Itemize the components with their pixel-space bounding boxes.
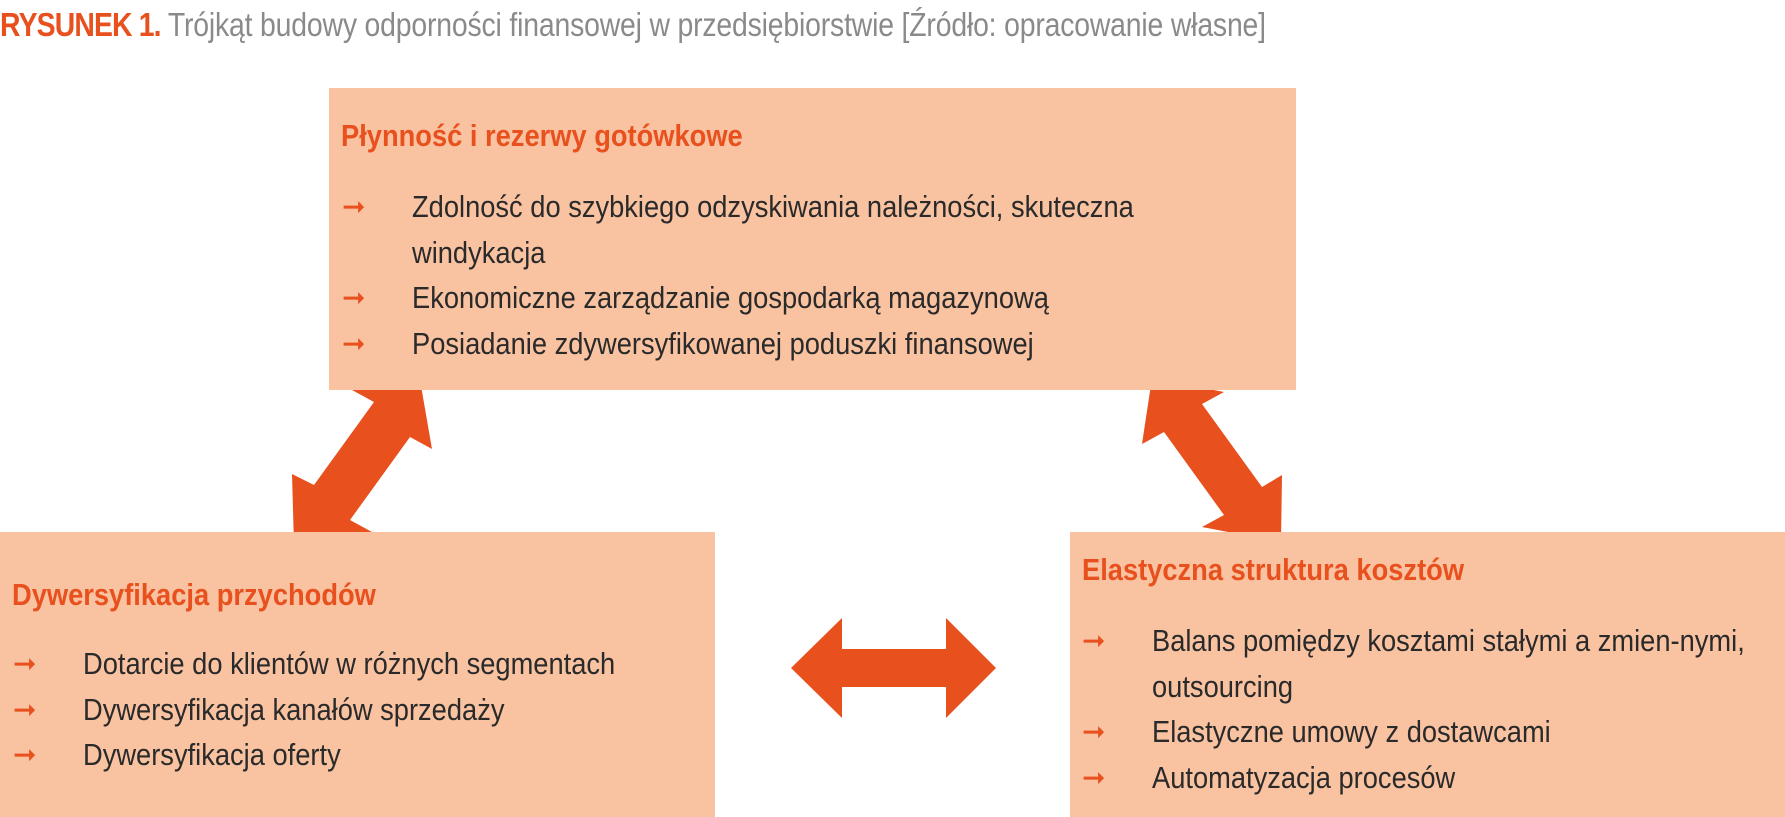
box-revenue-title: Dywersyfikacja przychodów [12,577,376,612]
list-item: ➞ Balans pomiędzy kosztami stałymi a zmien-nymi, outsourcing [1152,618,1752,709]
list-item: ➞ Elastyczne umowy z dostawcami [1152,709,1752,755]
figure-label: RYSUNEK 1. [0,6,161,43]
double-arrow-top-right [1142,378,1282,542]
arrow-bullet-icon: ➞ [1082,625,1106,656]
box-cost-list [1082,618,1752,800]
arrow-bullet-icon: ➞ [13,739,37,770]
arrow-bullet-icon: ➞ [13,648,37,679]
arrow-bullet-icon: ➞ [13,693,37,725]
list-item: ➞ Automatyzacja procesów [1152,755,1752,801]
box-revenue-list [13,641,703,778]
arrow-bullet-icon: ➞ [1082,716,1106,747]
list-item: ➞ Posiadanie zdywersyfikowanej poduszki finansowej [412,321,1244,367]
figure-title: Trójkąt budowy odporności finansowej w przedsiębiorstwie [Źródło: opracowanie własne] [160,6,1266,43]
box-liquidity-list [342,184,1244,366]
list-item: ➞ Dywersyfikacja kanałów sprzedaży [83,687,703,733]
box-liquidity-title: Płynność i rezerwy gotówkowe [341,118,743,153]
box-cost-title: Elastyczna struktura kosztów [1082,552,1465,587]
double-arrow-horizontal [791,618,996,718]
arrow-bullet-icon: ➞ [342,191,366,222]
arrow-bullet-icon: ➞ [1082,761,1106,793]
arrow-bullet-icon: ➞ [342,282,366,313]
list-item: ➞ Ekonomiczne zarządzanie gospodarką magazynową [412,275,1244,321]
list-item: ➞ Zdolność do szybkiego odzyskiwania należności, skuteczna windykacja [412,184,1244,275]
double-arrow-top-left [292,380,432,545]
list-item: ➞ Dotarcie do klientów w różnych segmentach [83,641,703,687]
list-item: ➞ Dywersyfikacja oferty [83,732,703,778]
arrow-bullet-icon: ➞ [342,327,366,359]
